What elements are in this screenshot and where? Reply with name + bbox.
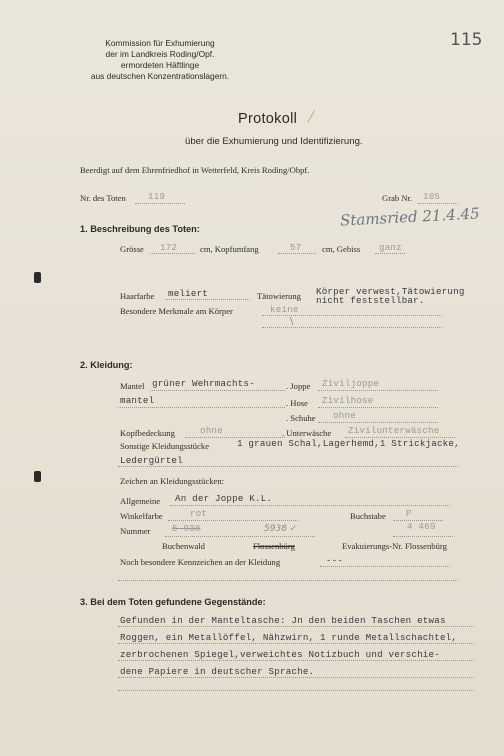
hose-value: Zivilhose	[322, 395, 374, 406]
kopfbedeckung-label: Kopfbedeckung	[120, 428, 175, 438]
commission-line: der im Landkreis Roding/Opf.	[105, 49, 215, 59]
unterwaesche-value: Zivilunterwäsche	[348, 425, 440, 436]
winkelfarbe-value: rot	[190, 508, 208, 519]
found-line: Gefunden in der Manteltasche: Jn den beiden Taschen etwas	[120, 615, 446, 626]
mantel-label: Mantel	[120, 381, 145, 391]
found-line: dene Papiere in deutscher Sprache.	[120, 666, 315, 677]
nummer-pencil: 5938 ✓	[264, 524, 298, 534]
nr-line	[135, 203, 185, 204]
kopf-value: 57	[290, 242, 302, 253]
pencil-tick: \	[290, 316, 294, 327]
hose-label: . Hose	[286, 398, 308, 408]
kopfbedeckung-value: ohne	[200, 425, 223, 436]
commission-header	[80, 38, 240, 82]
joppe-value: Ziviljoppe	[322, 378, 380, 389]
winkelfarbe-line	[168, 520, 298, 521]
groesse-line	[150, 253, 195, 254]
evak-line	[393, 536, 453, 537]
sonstige-value-1: 1 grauen Schal,Lagerhemd,1 Strickjacke,	[237, 438, 460, 449]
joppe-line	[318, 390, 438, 391]
found-rule-5	[118, 690, 474, 691]
merkmale-label: Besondere Merkmale am Körper	[120, 306, 233, 316]
besondere-line-2	[118, 580, 458, 581]
buried-line: Beerdigt auf dem Ehrenfriedhof in Wetterfeld, Kreis Roding/Obpf.	[80, 165, 310, 175]
sonstige-value-2: Ledergürtel	[120, 455, 183, 466]
commission-line: Kommission für Exhumierung	[105, 38, 215, 48]
groesse-label: Grösse	[120, 244, 144, 254]
page-number: 115	[450, 30, 483, 50]
found-line: Roggen, ein Metallöffel, Nähzwirn, 1 runde Metallschachtel,	[120, 632, 458, 643]
commission-line: ermordeten Häftlinge	[120, 60, 200, 70]
pencil-mark	[307, 110, 324, 128]
grab-label: Grab Nr.	[382, 193, 413, 203]
mantel-line	[150, 390, 285, 391]
mantel-value-2: mantel	[120, 395, 155, 406]
handwritten-stamp: Stamsried 21.4.45	[339, 204, 481, 230]
nr-value: 119	[148, 191, 166, 202]
cm-gebiss: cm, Gebiss	[322, 244, 361, 254]
nummer-value: 5 938	[172, 523, 201, 534]
nummer-line	[165, 536, 315, 537]
nummer-label: Nummer	[120, 526, 151, 536]
taetowierung-label: Tätowierung	[257, 291, 301, 301]
unterwaesche-label: . Unterwäsche	[282, 428, 332, 438]
haarfarbe-label: Haarfarbe	[120, 291, 155, 301]
evak-label: Evakuierungs-Nr. Flossenbürg	[342, 541, 447, 551]
buchstabe-value: P	[406, 508, 412, 519]
besondere-label: Noch besondere Kennzeichen an der Kleidung	[120, 557, 281, 567]
commission-line: aus deutschen Konzentrationslagern.	[90, 71, 230, 81]
grab-line	[418, 203, 458, 204]
merkmale-line-2	[262, 327, 442, 328]
sonstige-line-2	[118, 466, 458, 467]
taetowierung-value-1: Körper verwest,Tätowierung	[316, 286, 465, 297]
cm-kopfumfang: cm, Kopfumfang	[200, 244, 259, 254]
schuhe-label: . Schuhe	[286, 413, 316, 423]
merkmale-line	[262, 315, 442, 316]
buchstabe-label: Buchstabe	[350, 511, 386, 521]
taetowierung-value-2: nicht feststellbar.	[316, 295, 425, 306]
found-rule-1	[118, 626, 474, 627]
grab-value: 105	[423, 191, 441, 202]
joppe-label: . Joppe	[286, 381, 311, 391]
document-title: Protokoll	[238, 111, 298, 127]
merkmale-value: keine	[270, 304, 299, 315]
found-rule-3	[118, 660, 474, 661]
besondere-value: ---	[326, 555, 344, 566]
schuhe-line	[318, 422, 438, 423]
buchenwald-label: Buchenwald	[162, 541, 205, 551]
gebiss-value: ganz	[379, 242, 402, 253]
gebiss-line	[375, 253, 405, 254]
flossenbuerg-label: Flossenbürg	[253, 541, 295, 551]
schuhe-value: ohne	[333, 410, 356, 421]
winkelfarbe-label: Winkelfarbe	[120, 511, 163, 521]
besondere-line	[320, 566, 450, 567]
document-subtitle: über die Exhumierung und Identifizierung.	[185, 136, 363, 147]
section3-title: 3. Bei dem Toten gefundene Gegenstände:	[80, 597, 266, 607]
evak-value: 4 469	[407, 521, 436, 532]
mantel-line-2	[118, 407, 285, 408]
mantel-value-1: grüner Wehrmachts-	[152, 378, 255, 389]
found-rule-4	[118, 677, 474, 678]
nr-label: Nr. des Toten	[80, 193, 126, 203]
groesse-value: 172	[160, 242, 178, 253]
binder-hole-bottom	[34, 471, 41, 482]
section1-title: 1. Beschreibung des Toten:	[80, 224, 200, 234]
zeichen-label: Zeichen an Kleidungsstücken:	[120, 476, 225, 486]
allgemeine-line	[170, 505, 450, 506]
hose-line	[318, 407, 438, 408]
allgemeine-value: An der Joppe K.L.	[175, 493, 273, 504]
binder-hole-top	[34, 272, 41, 283]
sonstige-label: Sonstige Kleidungsstücke	[120, 441, 210, 451]
kopf-line	[278, 253, 316, 254]
found-rule-2	[118, 643, 474, 644]
haarfarbe-line	[165, 299, 250, 300]
haarfarbe-value: meliert	[168, 288, 208, 299]
section2-title: 2. Kleidung:	[80, 360, 133, 370]
allgemeine-label: Allgemeine	[120, 496, 161, 506]
found-line: zerbrochenen Spiegel,verweichtes Notizbuch und verschie-	[120, 649, 440, 660]
